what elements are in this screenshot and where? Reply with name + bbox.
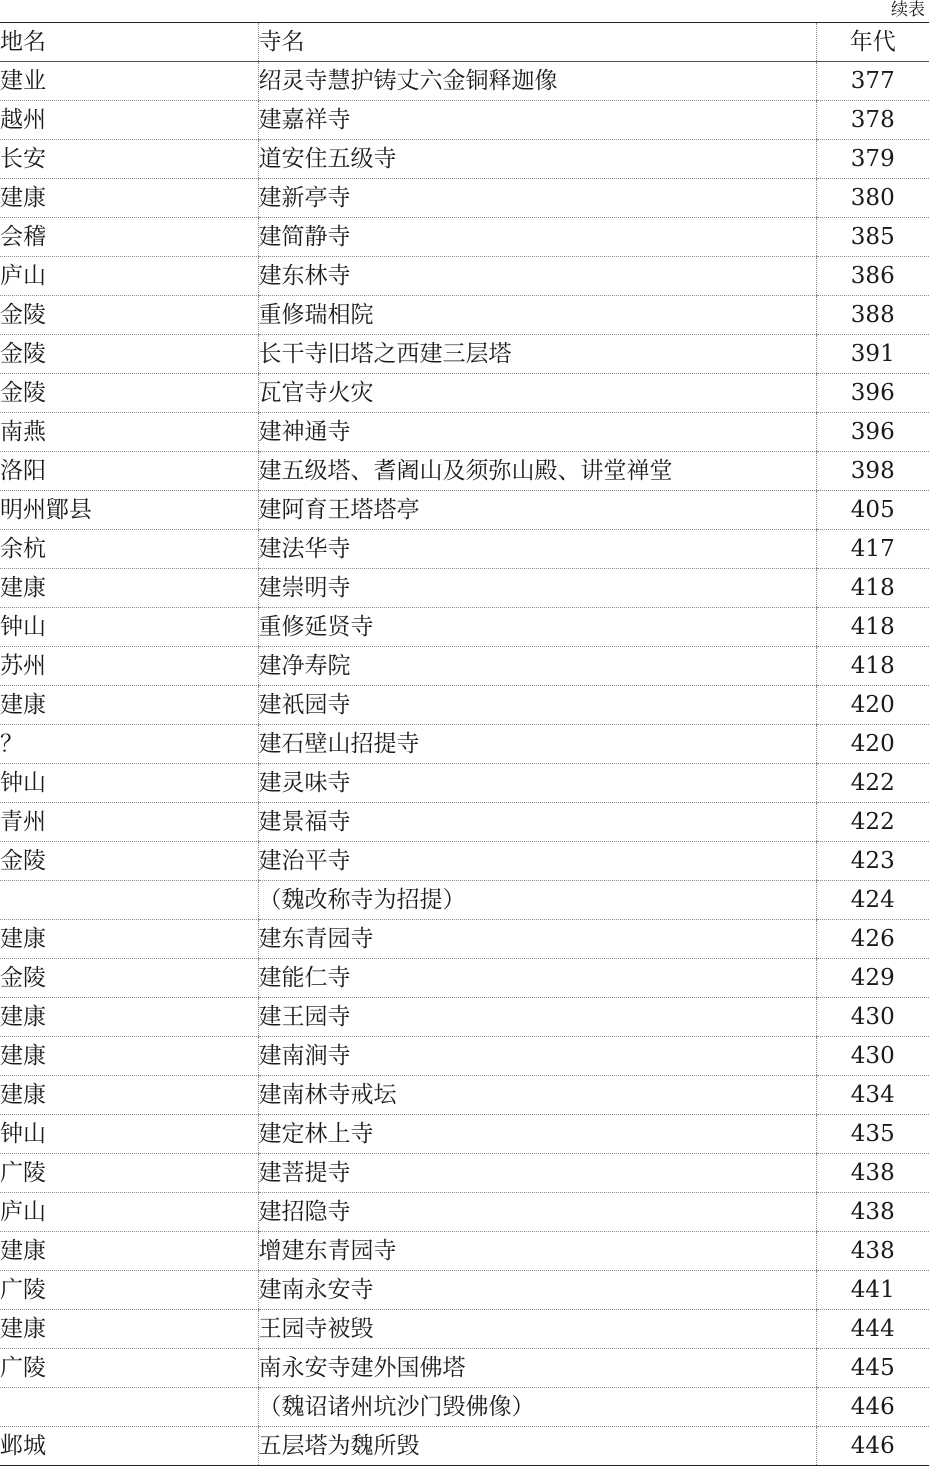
temple-cell: 建南林寺戒坛 xyxy=(258,1076,816,1115)
year-cell: 438 xyxy=(816,1193,929,1232)
table-row xyxy=(0,1310,929,1349)
year-cell: 378 xyxy=(816,101,929,140)
table-row xyxy=(0,1427,929,1466)
place-cell: 建康 xyxy=(0,1310,258,1349)
temple-cell: 建招隐寺 xyxy=(258,1193,816,1232)
temple-cell: 建石壁山招提寺 xyxy=(258,725,816,764)
table-row xyxy=(0,686,929,725)
temple-cell: 建王园寺 xyxy=(258,998,816,1037)
year-cell: 430 xyxy=(816,1037,929,1076)
place-cell: 金陵 xyxy=(0,296,258,335)
column-header-year: 年代 xyxy=(816,23,929,62)
table-row xyxy=(0,140,929,179)
place-cell: 钟山 xyxy=(0,1115,258,1154)
temple-cell: 建东青园寺 xyxy=(258,920,816,959)
table-row xyxy=(0,803,929,842)
year-cell: 426 xyxy=(816,920,929,959)
year-cell: 441 xyxy=(816,1271,929,1310)
temple-cell: 建净寿院 xyxy=(258,647,816,686)
table-row xyxy=(0,1076,929,1115)
year-cell: 422 xyxy=(816,764,929,803)
year-cell: 434 xyxy=(816,1076,929,1115)
temple-cell: 建五级塔、耆阇山及须弥山殿、讲堂禅堂 xyxy=(258,452,816,491)
place-cell: 广陵 xyxy=(0,1349,258,1388)
table-row xyxy=(0,101,929,140)
year-cell: 418 xyxy=(816,608,929,647)
place-cell: 建康 xyxy=(0,920,258,959)
year-cell: 420 xyxy=(816,725,929,764)
place-cell: 明州鄮县 xyxy=(0,491,258,530)
place-cell: 庐山 xyxy=(0,1193,258,1232)
table-row xyxy=(0,1115,929,1154)
place-cell: 广陵 xyxy=(0,1154,258,1193)
table-row xyxy=(0,608,929,647)
place-cell: 广陵 xyxy=(0,1271,258,1310)
year-cell: 418 xyxy=(816,647,929,686)
year-cell: 422 xyxy=(816,803,929,842)
continued-label: 续表 xyxy=(891,0,925,20)
year-cell: 418 xyxy=(816,569,929,608)
temple-cell: （魏诏诸州坑沙门毁佛像） xyxy=(258,1388,816,1427)
temple-cell: 建景福寺 xyxy=(258,803,816,842)
place-cell: 庐山 xyxy=(0,257,258,296)
year-cell: 396 xyxy=(816,413,929,452)
place-cell: 长安 xyxy=(0,140,258,179)
temple-cell: 重修延贤寺 xyxy=(258,608,816,647)
table-row xyxy=(0,374,929,413)
place-cell: 南燕 xyxy=(0,413,258,452)
column-header-place: 地名 xyxy=(0,23,258,62)
temple-cell: 建祇园寺 xyxy=(258,686,816,725)
table-row xyxy=(0,764,929,803)
year-cell: 396 xyxy=(816,374,929,413)
table-row xyxy=(0,881,929,920)
year-cell: 424 xyxy=(816,881,929,920)
place-cell: 钟山 xyxy=(0,764,258,803)
place-cell: 建康 xyxy=(0,1076,258,1115)
table-row xyxy=(0,296,929,335)
year-cell: 444 xyxy=(816,1310,929,1349)
temple-cell: 建菩提寺 xyxy=(258,1154,816,1193)
table-row xyxy=(0,413,929,452)
temple-cell: 建神通寺 xyxy=(258,413,816,452)
place-cell: 建康 xyxy=(0,998,258,1037)
table-row xyxy=(0,62,929,101)
place-cell: 建业 xyxy=(0,62,258,101)
place-cell xyxy=(0,1388,258,1427)
place-cell: 邺城 xyxy=(0,1433,46,1459)
table-row xyxy=(0,569,929,608)
place-cell: 余杭 xyxy=(0,530,258,569)
year-cell: 429 xyxy=(816,959,929,998)
column-header-temple: 寺名 xyxy=(258,23,816,62)
year-cell: 385 xyxy=(816,218,929,257)
temple-cell: 建阿育王塔塔亭 xyxy=(258,491,816,530)
table-row xyxy=(0,647,929,686)
temple-cell: 南永安寺建外国佛塔 xyxy=(258,1349,816,1388)
temple-cell: 建灵味寺 xyxy=(258,764,816,803)
temple-cell: 建东林寺 xyxy=(258,257,816,296)
temple-cell: 绍灵寺慧护铸丈六金铜释迦像 xyxy=(258,62,816,101)
temple-cell: 增建东青园寺 xyxy=(258,1232,816,1271)
year-cell: 446 xyxy=(816,1388,929,1427)
year-cell: 388 xyxy=(816,296,929,335)
place-cell: 建康 xyxy=(0,1037,258,1076)
temple-cell: 王园寺被毁 xyxy=(258,1310,816,1349)
temple-cell: 重修瑞相院 xyxy=(258,296,816,335)
place-cell: 金陵 xyxy=(0,374,258,413)
table-row xyxy=(0,920,929,959)
place-cell: 青州 xyxy=(0,803,258,842)
year-cell: 405 xyxy=(816,491,929,530)
year-cell: 377 xyxy=(816,62,929,101)
year-cell: 435 xyxy=(816,1115,929,1154)
temple-cell: 建定林上寺 xyxy=(258,1115,816,1154)
temple-cell: （魏改称寺为招提） xyxy=(258,881,816,920)
place-cell: 建康 xyxy=(0,1232,258,1271)
year-cell: 391 xyxy=(816,335,929,374)
table-row xyxy=(0,842,929,881)
table-row xyxy=(0,491,929,530)
temple-cell: 长干寺旧塔之西建三层塔 xyxy=(258,335,816,374)
place-cell: 建康 xyxy=(0,686,258,725)
temple-cell: 瓦官寺火灾 xyxy=(258,374,816,413)
year-cell: 386 xyxy=(816,257,929,296)
table-row xyxy=(0,257,929,296)
table-row xyxy=(0,179,929,218)
year-cell: 438 xyxy=(816,1154,929,1193)
place-cell: 金陵 xyxy=(0,959,258,998)
year-cell: 445 xyxy=(816,1349,929,1388)
place-cell: 建康 xyxy=(0,569,258,608)
table-row xyxy=(0,1349,929,1388)
temple-cell: 建崇明寺 xyxy=(258,569,816,608)
table-row xyxy=(0,335,929,374)
place-cell: 钟山 xyxy=(0,608,258,647)
table-row xyxy=(0,530,929,569)
place-cell: 苏州 xyxy=(0,647,258,686)
temple-cell: 建法华寺 xyxy=(258,530,816,569)
table-row xyxy=(0,218,929,257)
place-cell: 洛阳 xyxy=(0,452,258,491)
temple-cell: 建南永安寺 xyxy=(258,1271,816,1310)
temple-cell: 建新亭寺 xyxy=(258,179,816,218)
temple-cell: 建嘉祥寺 xyxy=(258,101,816,140)
table-row xyxy=(0,959,929,998)
place-cell: 建康 xyxy=(0,179,258,218)
table-row xyxy=(0,1193,929,1232)
table-row xyxy=(0,1154,929,1193)
table-row xyxy=(0,1037,929,1076)
place-cell: 越州 xyxy=(0,101,258,140)
table-row xyxy=(0,725,929,764)
table-header xyxy=(0,23,929,62)
temple-table xyxy=(0,22,929,1466)
year-cell: 420 xyxy=(816,686,929,725)
table-row xyxy=(0,1271,929,1310)
year-cell: 423 xyxy=(816,842,929,881)
year-cell: 438 xyxy=(816,1232,929,1271)
place-cell: ？ xyxy=(0,725,258,764)
temple-cell: 五层塔为魏所毁 xyxy=(258,1427,816,1466)
year-cell: 417 xyxy=(816,530,929,569)
table-body xyxy=(0,62,929,1466)
place-cell: 金陵 xyxy=(0,335,258,374)
place-cell xyxy=(0,881,258,920)
temple-cell: 道安住五级寺 xyxy=(258,140,816,179)
year-cell: 446 xyxy=(816,1427,929,1466)
table-row xyxy=(0,452,929,491)
place-cell: 会稽 xyxy=(0,218,258,257)
header-row xyxy=(0,23,929,62)
year-cell: 430 xyxy=(816,998,929,1037)
table-row xyxy=(0,998,929,1037)
temple-cell: 建治平寺 xyxy=(258,842,816,881)
temple-cell: 建简静寺 xyxy=(258,218,816,257)
table-row xyxy=(0,1388,929,1427)
year-cell: 380 xyxy=(816,179,929,218)
place-cell: 金陵 xyxy=(0,842,258,881)
temple-cell: 建南涧寺 xyxy=(258,1037,816,1076)
temple-cell: 建能仁寺 xyxy=(258,959,816,998)
table-row xyxy=(0,1232,929,1271)
year-cell: 379 xyxy=(816,140,929,179)
year-cell: 398 xyxy=(816,452,929,491)
